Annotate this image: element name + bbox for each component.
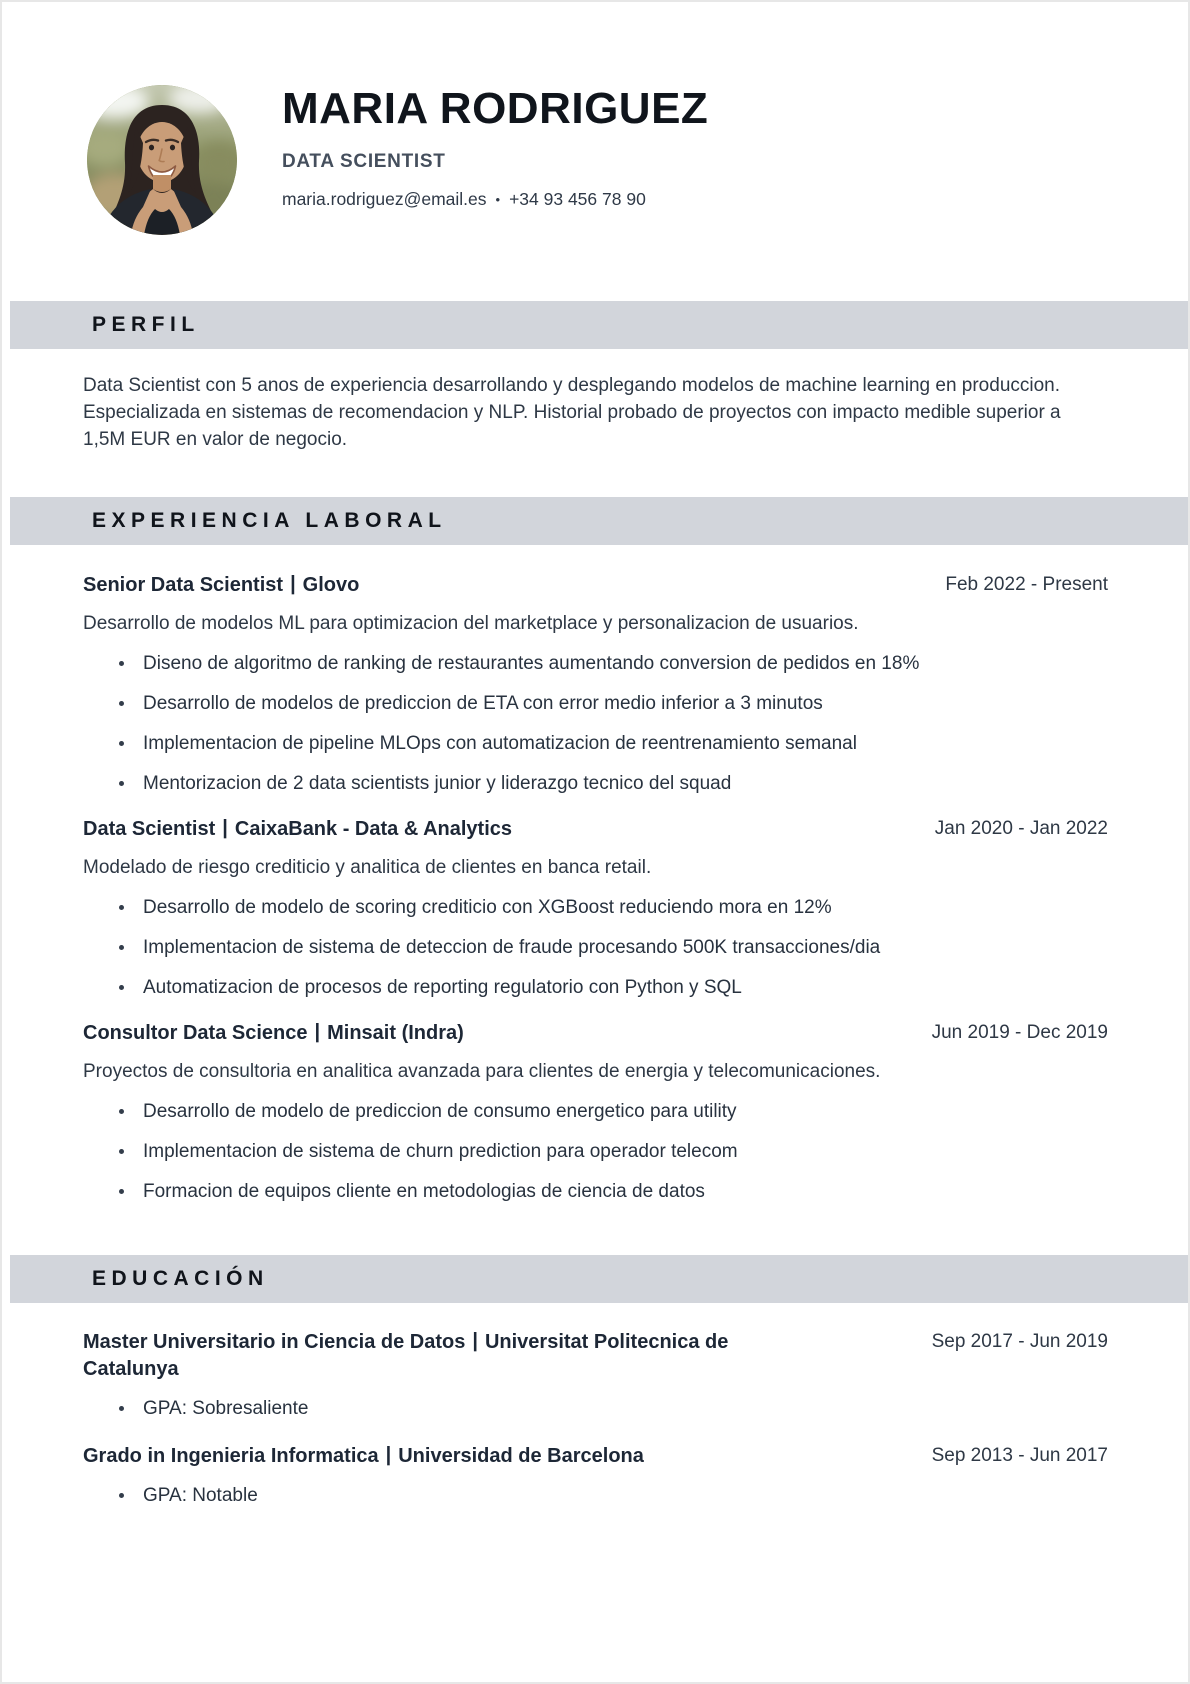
- person-name: MARIA RODRIGUEZ: [282, 84, 709, 133]
- job-bullet-list: [83, 652, 1108, 795]
- education-school: Universitat Politecnica de Catalunya: [83, 1331, 729, 1380]
- job-description: Modelado de riesgo crediticio y analitica de clientes en banca retail.: [83, 857, 652, 878]
- bullet-item: [83, 1140, 1108, 1163]
- bullet-text: Implementacion de sistema de deteccion de fraude procesando 500K transacciones/dia: [143, 937, 881, 958]
- bullet-dot-icon: [119, 701, 124, 706]
- contact-line: [282, 189, 708, 210]
- job-title-row: [83, 1020, 1108, 1047]
- education-title: [83, 1443, 644, 1470]
- profile-summary: Data Scientist con 5 anos de experiencia desarrollando y desplegando modelos de machine learning en produccion. Especializada en sistemas de recomendacion y NLP. Historial probado de proyectos con impacto medible superior a 1,5M EUR en valor de negocio.: [83, 375, 1061, 450]
- education-bullet-list: [83, 1397, 1108, 1420]
- section-heading-experiencia: [10, 497, 1188, 545]
- education-title-row: [83, 1329, 1108, 1383]
- bullet-item: [83, 976, 1108, 999]
- bullet-dot-icon: [119, 1149, 124, 1154]
- section-heading-label: EXPERIENCIA LABORAL: [92, 509, 447, 532]
- job-bullet-list: [83, 896, 1108, 999]
- section-heading-label: EDUCACIÓN: [92, 1267, 269, 1290]
- education-title: [83, 1329, 763, 1383]
- experience-section: [2, 572, 1188, 1203]
- bullet-dot-icon: [119, 1493, 124, 1498]
- job-company: Minsait (Indra): [327, 1022, 464, 1044]
- header: [2, 2, 1188, 235]
- bullet-dot-icon: [119, 781, 124, 786]
- bullet-item: [83, 896, 1108, 919]
- bullet-text: GPA: Sobresaliente: [143, 1398, 309, 1419]
- job-role: Senior Data Scientist: [83, 574, 284, 596]
- bullet-text: Implementacion de pipeline MLOps con automatizacion de reentrenamiento semanal: [143, 733, 857, 754]
- job-role: Data Scientist: [83, 818, 216, 840]
- bullet-dot-icon: [119, 661, 124, 666]
- education-school: Universidad de Barcelona: [398, 1445, 644, 1467]
- job-entry: [83, 816, 1108, 999]
- job-description: Desarrollo de modelos ML para optimizacion del marketplace y personalizacion de usuarios.: [83, 613, 859, 634]
- bullet-text: Desarrollo de modelos de prediccion de ETA con error medio inferior a 3 minutos: [143, 693, 823, 714]
- education-degree: Master Universitario in Ciencia de Datos: [83, 1331, 466, 1353]
- education-entry: [83, 1443, 1108, 1507]
- pipe-separator: |: [472, 1330, 478, 1352]
- section-heading-perfil: [10, 301, 1188, 349]
- job-role: Consultor Data Science: [83, 1022, 308, 1044]
- education-bullet-list: [83, 1484, 1108, 1507]
- bullet-text: GPA: Notable: [143, 1485, 258, 1506]
- bullet-dot-icon: [119, 905, 124, 910]
- job-entry: [83, 572, 1108, 795]
- contact-separator: •: [495, 192, 501, 207]
- pipe-separator: |: [385, 1444, 392, 1466]
- education-dates: Sep 2017 - Jun 2019: [931, 1331, 1108, 1352]
- bullet-text: Diseno de algoritmo de ranking de restaurantes aumentando conversion de pedidos en 18%: [143, 653, 920, 674]
- education-dates: Sep 2013 - Jun 2017: [931, 1445, 1108, 1466]
- job-title: [83, 572, 359, 599]
- education-title-row: [83, 1443, 1108, 1470]
- email-text: maria.rodriguez@email.es: [282, 189, 487, 209]
- education-section: [2, 1329, 1188, 1507]
- section-heading-label: PERFIL: [92, 313, 200, 336]
- job-dates: Jun 2019 - Dec 2019: [931, 1022, 1108, 1043]
- bullet-text: Desarrollo de modelo de prediccion de consumo energetico para utility: [143, 1101, 737, 1122]
- bullet-item: [83, 652, 1108, 675]
- person-job-title: DATA SCIENTIST: [282, 151, 446, 172]
- bullet-text: Automatizacion de procesos de reporting regulatorio con Python y SQL: [143, 977, 742, 998]
- job-company: Glovo: [302, 574, 360, 596]
- pipe-separator: |: [290, 573, 296, 595]
- job-title: [83, 816, 512, 843]
- bullet-text: Desarrollo de modelo de scoring crediticio con XGBoost reduciendo mora en 12%: [143, 897, 832, 918]
- job-dates: Jan 2020 - Jan 2022: [934, 818, 1108, 839]
- bullet-text: Mentorizacion de 2 data scientists junior y liderazgo tecnico del squad: [143, 773, 732, 794]
- bullet-text: Implementacion de sistema de churn prediction para operador telecom: [143, 1141, 738, 1162]
- bullet-dot-icon: [119, 1189, 124, 1194]
- identity-block: [282, 85, 708, 210]
- pipe-separator: |: [222, 817, 228, 839]
- bullet-item: [83, 732, 1108, 755]
- bullet-dot-icon: [119, 945, 124, 950]
- education-entry: [83, 1329, 1108, 1420]
- job-dates: Feb 2022 - Present: [945, 574, 1108, 595]
- bullet-dot-icon: [119, 985, 124, 990]
- section-heading-educacion: [10, 1255, 1188, 1303]
- bullet-text: Formacion de equipos cliente en metodologias de ciencia de datos: [143, 1181, 705, 1202]
- bullet-item: [83, 1484, 1108, 1507]
- bullet-item: [83, 1397, 1108, 1420]
- education-degree: Grado in Ingenieria Informatica: [83, 1445, 379, 1467]
- bullet-item: [83, 1180, 1108, 1203]
- bullet-dot-icon: [119, 741, 124, 746]
- bullet-item: [83, 692, 1108, 715]
- job-title-row: [83, 572, 1108, 599]
- phone-text: +34 93 456 78 90: [509, 189, 646, 209]
- job-company: CaixaBank - Data & Analytics: [234, 818, 513, 840]
- bullet-dot-icon: [119, 1406, 124, 1411]
- bullet-item: [83, 772, 1108, 795]
- job-title-row: [83, 816, 1108, 843]
- bullet-dot-icon: [119, 1109, 124, 1114]
- bullet-item: [83, 936, 1108, 959]
- perfil-section: [2, 372, 1188, 453]
- job-description: Proyectos de consultoria en analitica avanzada para clientes de energia y telecomunicaciones.: [83, 1061, 881, 1082]
- job-title: [83, 1020, 464, 1047]
- pipe-separator: |: [314, 1021, 321, 1043]
- bullet-item: [83, 1100, 1108, 1123]
- profile-photo-illustration: [87, 85, 237, 235]
- profile-photo: [87, 85, 237, 235]
- job-entry: [83, 1020, 1108, 1203]
- job-bullet-list: [83, 1100, 1108, 1203]
